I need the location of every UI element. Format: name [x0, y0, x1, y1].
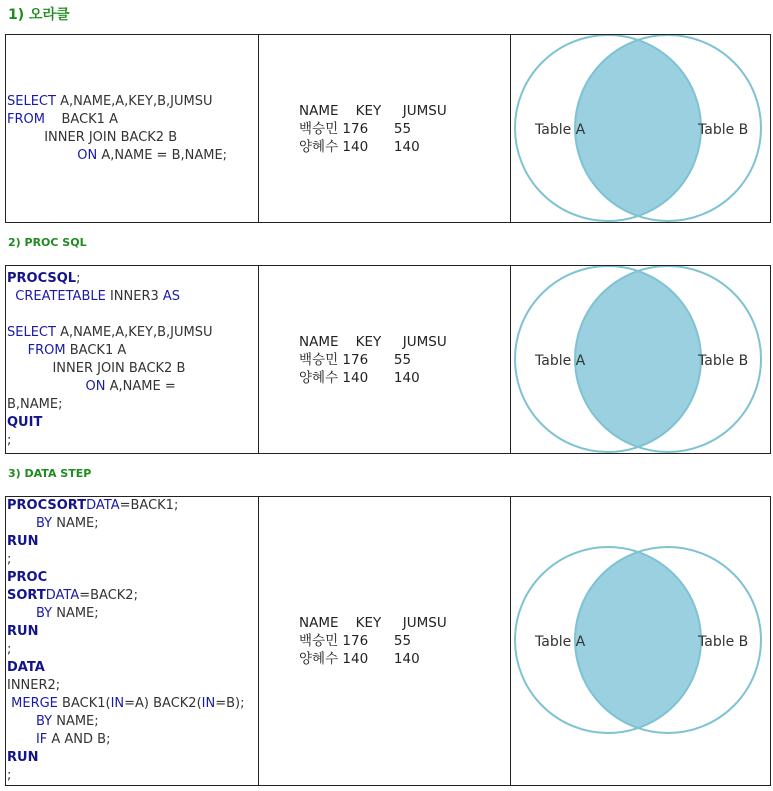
venn-cell [511, 266, 771, 454]
code-cell [6, 497, 259, 786]
code-keyword: SORT [7, 588, 46, 603]
code-text: ; [7, 768, 12, 783]
code-line [7, 767, 258, 785]
code-line [7, 324, 258, 342]
section-heading-data-step: 3) DATA STEP [8, 467, 92, 480]
result-header: NAME KEY JUMSU [299, 333, 447, 350]
result-block [259, 614, 510, 668]
code-line [7, 623, 258, 641]
code-text: B,NAME; [7, 396, 63, 412]
code-line [7, 749, 258, 767]
code-text: BACK1 A [44, 111, 118, 127]
code-text: INNER JOIN BACK2 B [7, 360, 186, 376]
code-line [7, 93, 258, 111]
code-text: =B); [215, 696, 245, 711]
code-text: ; [7, 552, 12, 567]
venn-diagram [511, 266, 770, 453]
code-text: NAME; [56, 516, 99, 531]
code-line [7, 288, 258, 306]
section-heading-proc-sql: 2) PROC SQL [8, 236, 87, 249]
code-cell [6, 266, 259, 454]
code-block [6, 497, 258, 785]
code-line [7, 515, 258, 533]
result-cell [259, 497, 511, 786]
result-block [259, 333, 510, 387]
code-keyword: FROM [27, 342, 70, 358]
code-block [6, 93, 258, 165]
result-block [259, 102, 510, 156]
code-keyword: PROC [7, 570, 48, 585]
code-line [7, 641, 258, 659]
result-row: 양혜수 140 140 [299, 138, 420, 155]
venn-label-a: Table A [535, 634, 586, 650]
code-keyword: SELECT [7, 93, 61, 109]
code-line [7, 551, 258, 569]
code-cell [6, 35, 259, 223]
code-text: INNER3 [109, 288, 163, 304]
result-row: 양혜수 140 140 [299, 651, 420, 667]
code-text: A,NAME = [109, 378, 176, 394]
code-line [7, 497, 258, 515]
code-text: A,NAME = B,NAME; [101, 147, 228, 163]
venn-label-b: Table B [698, 122, 749, 138]
result-row: 백승민 176 55 [299, 120, 412, 137]
code-keyword: QUIT [7, 414, 43, 430]
venn-diagram [511, 497, 770, 785]
code-text [7, 606, 36, 621]
code-line [7, 533, 258, 551]
code-line [7, 713, 258, 731]
result-header: NAME KEY JUMSU [299, 615, 447, 631]
code-text: NAME; [56, 714, 99, 729]
code-text: ; [76, 270, 81, 286]
code-text: BACK1 A [69, 342, 127, 358]
venn-diagram [511, 35, 770, 222]
code-line [7, 360, 258, 378]
code-line [7, 432, 258, 450]
code-keyword: BY [35, 714, 57, 729]
result-row: 백승민 176 55 [299, 351, 412, 368]
section-table-data-step [5, 496, 771, 786]
venn-label-a: Table A [535, 353, 586, 369]
code-keyword: FROM [7, 111, 45, 127]
code-line [7, 677, 258, 695]
code-block [6, 270, 258, 450]
code-text: A,NAME,A,KEY,B,JUMSU [60, 93, 213, 109]
code-text [7, 714, 36, 729]
code-text: =BACK2; [79, 588, 138, 603]
code-line [7, 605, 258, 623]
result-row: 백승민 176 55 [299, 633, 412, 649]
section-table-oracle [5, 34, 771, 223]
code-text: =A) BACK2( [124, 696, 202, 711]
code-line [7, 111, 258, 129]
code-line [7, 731, 258, 749]
code-text [7, 148, 77, 163]
code-text: INNER2; [7, 678, 61, 693]
result-cell [259, 266, 511, 454]
code-text: A,NAME,A,KEY,B,JUMSU [60, 324, 213, 340]
code-line [7, 414, 258, 432]
code-keyword: IN [110, 696, 125, 711]
code-keyword: SELECT [7, 324, 61, 340]
venn-cell [511, 497, 771, 786]
code-keyword: IN [201, 696, 216, 711]
code-keyword: RUN [7, 750, 39, 765]
code-keyword: DATA [86, 498, 120, 513]
code-line [7, 270, 258, 288]
code-text [7, 379, 86, 394]
code-text: BACK1( [62, 696, 111, 711]
code-line [7, 378, 258, 396]
code-keyword: RUN [7, 534, 39, 549]
code-keyword: ON [85, 378, 110, 394]
code-text: ; [7, 642, 12, 657]
code-text: A AND B; [51, 732, 111, 747]
code-text [7, 732, 36, 747]
section-table-proc-sql [5, 265, 771, 454]
code-keyword: AS [162, 288, 181, 304]
venn-label-a: Table A [535, 122, 586, 138]
code-text [7, 343, 28, 358]
code-text: INNER JOIN BACK2 B [7, 129, 178, 145]
code-line [7, 569, 258, 587]
code-line [7, 342, 258, 360]
code-line [7, 659, 258, 677]
code-text: NAME; [56, 606, 99, 621]
result-header: NAME KEY JUMSU [299, 102, 447, 119]
code-text: =BACK1; [119, 498, 179, 513]
code-line [7, 396, 258, 414]
code-keyword: ON [77, 147, 102, 163]
code-keyword: DATA [7, 660, 45, 675]
code-keyword: IF [35, 732, 52, 747]
code-text [7, 516, 36, 531]
code-keyword: PROCSQL [7, 270, 77, 286]
code-line [7, 147, 258, 165]
code-line [7, 695, 258, 713]
code-keyword: CREATETABLE [15, 288, 110, 304]
code-keyword: PROCSORT [7, 498, 87, 513]
code-keyword: MERGE [11, 696, 63, 711]
venn-label-b: Table B [698, 634, 749, 650]
venn-label-b: Table B [698, 353, 749, 369]
result-row: 양혜수 140 140 [299, 369, 420, 386]
code-keyword: BY [35, 606, 57, 621]
code-keyword: BY [35, 516, 57, 531]
venn-cell [511, 35, 771, 223]
code-line [7, 306, 258, 324]
section-heading-oracle: 1) 오라클 [8, 7, 70, 23]
result-cell [259, 35, 511, 223]
code-keyword: DATA [45, 588, 80, 603]
code-keyword: RUN [7, 624, 39, 639]
code-text: ; [7, 432, 12, 448]
code-line [7, 129, 258, 147]
code-line [7, 587, 258, 605]
